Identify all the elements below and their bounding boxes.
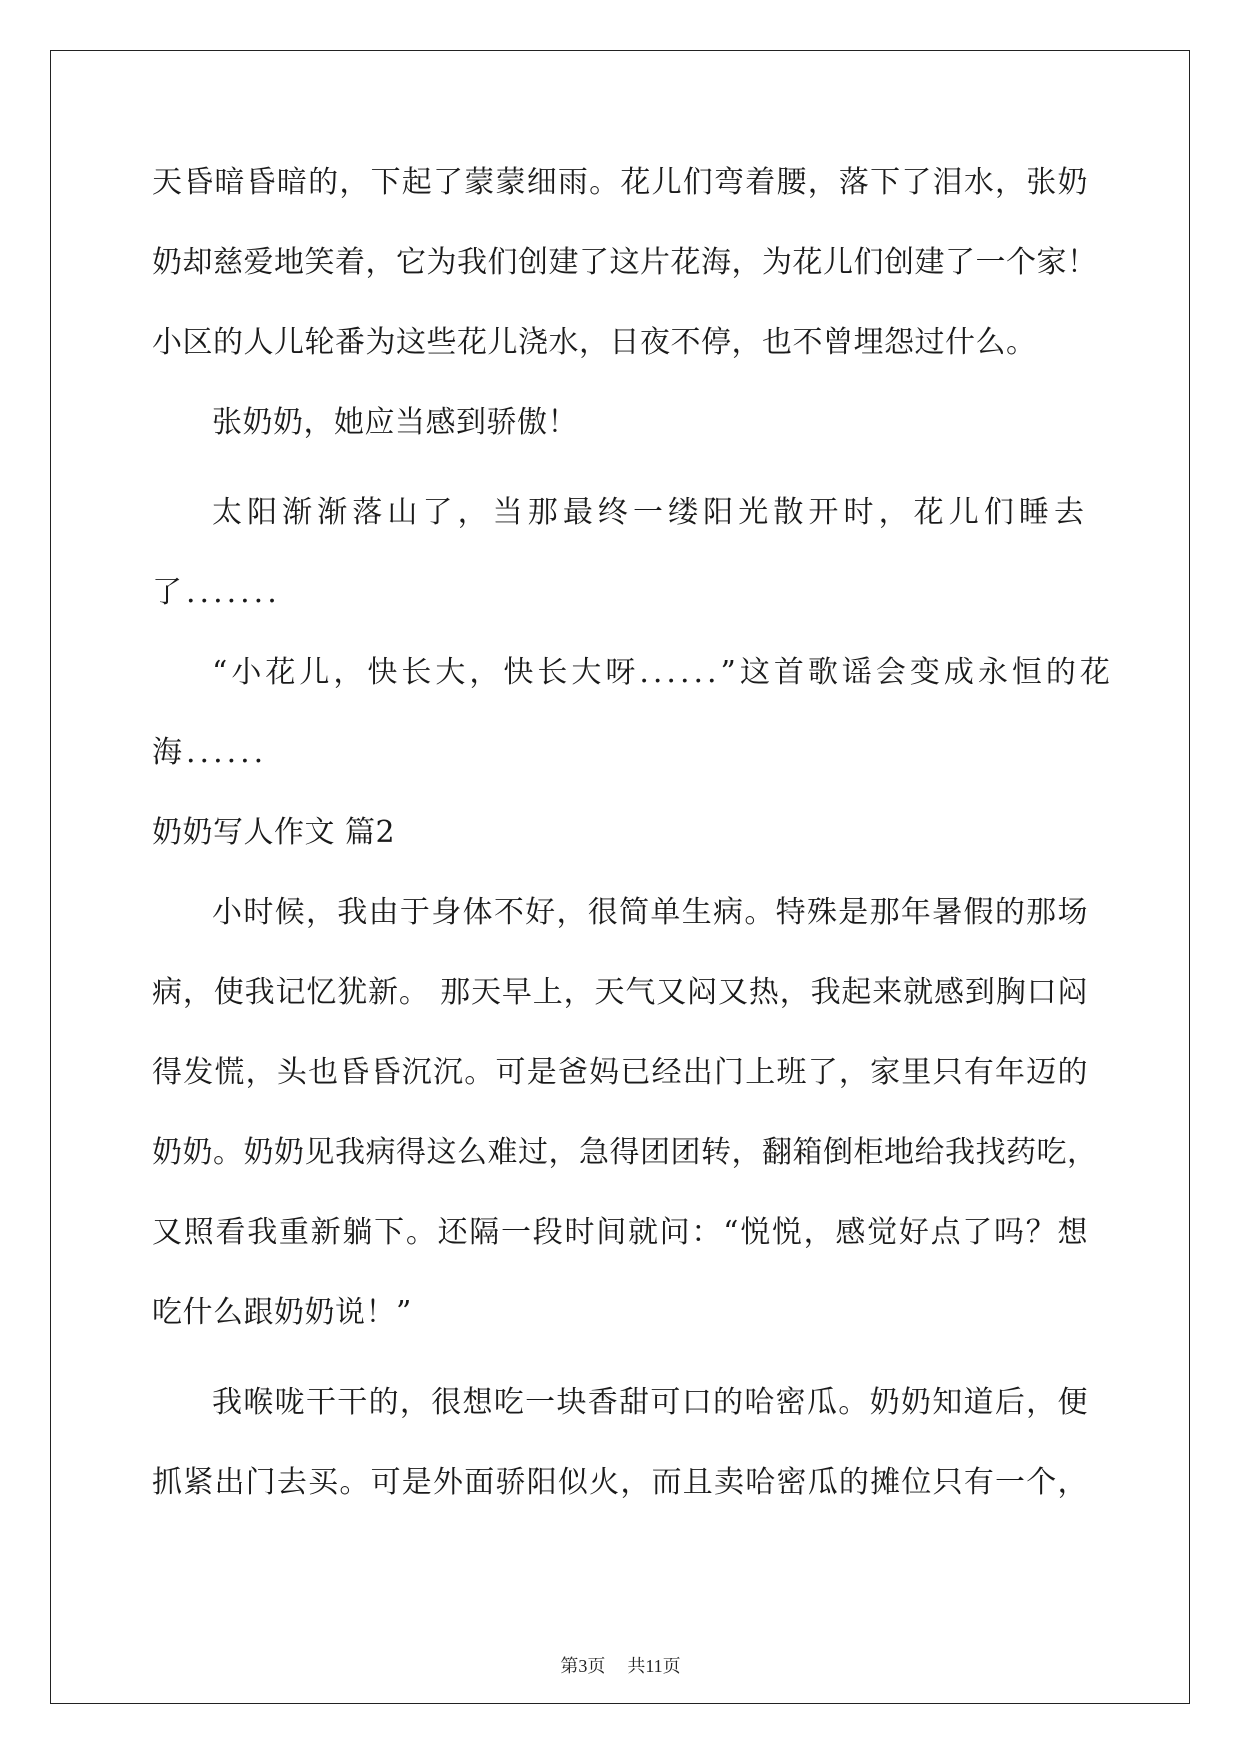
paragraph-line: 小区的人儿轮番为这些花儿浇水，日夜不停，也不曾埋怨过什么。: [152, 325, 1037, 360]
section-heading: 奶奶写人作文 篇2: [152, 815, 396, 850]
paragraph-line: 奶却慈爱地笑着，它为我们创建了这片花海，为花儿们创建了一个家！: [152, 245, 1098, 280]
page-footer: [0, 1654, 1241, 1678]
page-number: 第3页: [560, 1656, 606, 1676]
paragraph-line: 吃什么跟奶奶说！”: [152, 1295, 412, 1330]
paragraph-line: 我喉咙干干的，很想吃一块香甜可口的哈密瓜。奶奶知道后，便: [212, 1385, 1088, 1420]
paragraph-line: 病，使我记忆犹新。 那天早上，天气又闷又热，我起来就感到胸口闷: [152, 975, 1088, 1010]
paragraph-line: “小花儿，快长大，快长大呀......”这首歌谣会变成永恒的花: [212, 655, 1114, 690]
paragraph-line: 抓紧出门去买。可是外面骄阳似火，而且卖哈密瓜的摊位只有一个，: [152, 1465, 1088, 1500]
paragraph-line: 海......: [152, 735, 268, 770]
paragraph-line: 张奶奶，她应当感到骄傲！: [212, 405, 578, 440]
page-border: [50, 50, 1190, 1704]
page-total: 共11页: [627, 1656, 681, 1676]
paragraph-line: 天昏暗昏暗的，下起了蒙蒙细雨。花儿们弯着腰，落下了泪水，张奶: [152, 165, 1088, 200]
paragraph-line: 得发慌，头也昏昏沉沉。可是爸妈已经出门上班了，家里只有年迈的: [152, 1055, 1088, 1090]
paragraph-line: 了.......: [152, 575, 281, 610]
paragraph-line: 太阳渐渐落山了，当那最终一缕阳光散开时，花儿们睡去: [212, 495, 1088, 530]
paragraph-line: 奶奶。奶奶见我病得这么难过，急得团团转，翻箱倒柜地给我找药吃，: [152, 1135, 1098, 1170]
paragraph-line: 又照看我重新躺下。还隔一段时间就问：“悦悦，感觉好点了吗？想: [152, 1215, 1088, 1250]
paragraph-line: 小时候，我由于身体不好，很简单生病。特殊是那年暑假的那场: [212, 895, 1088, 930]
